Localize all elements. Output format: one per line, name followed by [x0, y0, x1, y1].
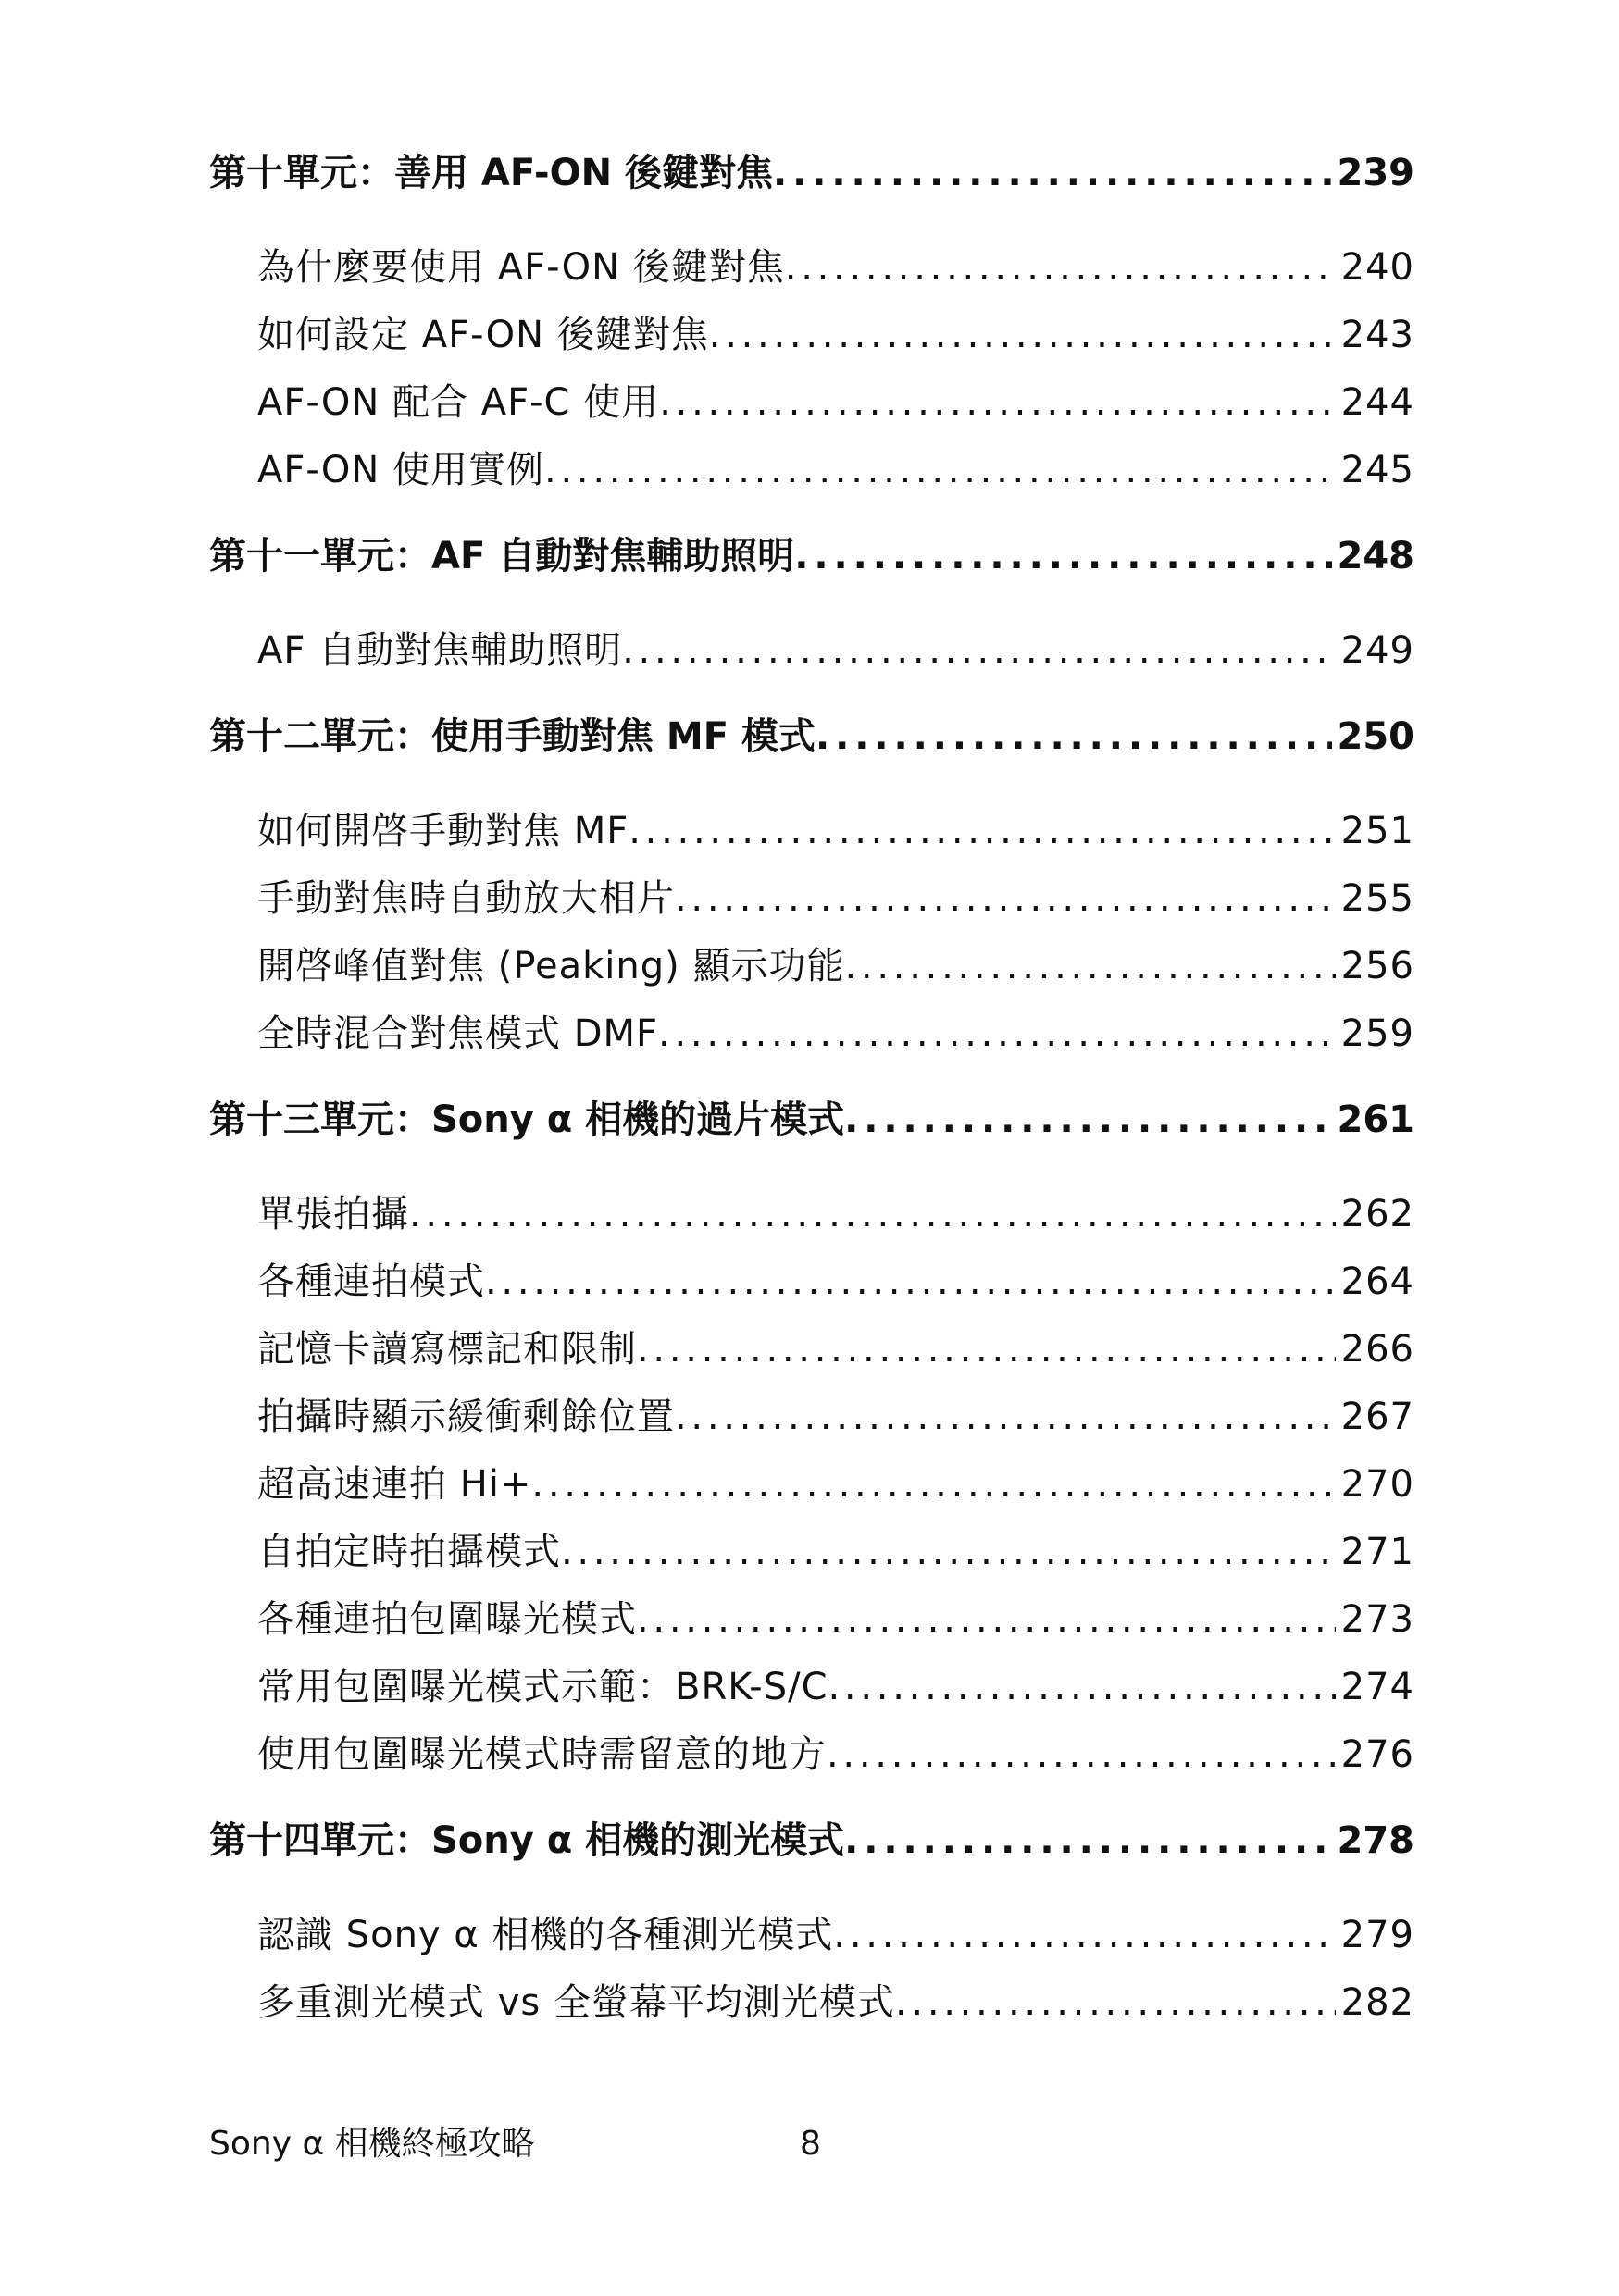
dot-leader	[659, 369, 1335, 437]
section-title: 如何設定 AF-ON 後鍵對焦	[257, 314, 709, 356]
section-title: 手動對焦時自動放大相片	[257, 877, 675, 920]
toc-section[interactable]	[209, 437, 1414, 504]
section-page-number: 271	[1340, 1531, 1414, 1573]
section-page-number: 270	[1340, 1463, 1414, 1506]
toc-section[interactable]	[209, 1654, 1414, 1721]
chapter-title: 第十三單元：Sony α 相機的過片模式	[209, 1098, 845, 1141]
section-page-number: 274	[1340, 1666, 1414, 1708]
toc-section[interactable]	[209, 1384, 1414, 1451]
toc-chapter[interactable]	[209, 707, 1414, 766]
section-title: AF 自動對焦輔助照明	[257, 629, 623, 672]
toc-section[interactable]	[209, 1902, 1414, 1969]
toc-chapter[interactable]	[209, 1090, 1414, 1149]
section-page-number: 244	[1340, 381, 1414, 424]
toc-section[interactable]	[209, 369, 1414, 437]
section-title: 如何開啓手動對焦 MF	[257, 810, 629, 852]
section-page-number: 249	[1340, 629, 1414, 672]
chapter-page-number: 250	[1337, 715, 1414, 758]
chapter-page-number: 278	[1337, 1819, 1414, 1862]
section-title: 開啓峰值對焦 (Peaking) 顯示功能	[257, 945, 845, 987]
dot-leader	[544, 437, 1336, 504]
section-page-number: 264	[1340, 1260, 1414, 1303]
dot-leader	[827, 1721, 1336, 1789]
section-page-number: 276	[1340, 1733, 1414, 1776]
section-title: 多重測光模式 vs 全螢幕平均測光模式	[257, 1981, 895, 2024]
section-title: 拍攝時顯示緩衝剩餘位置	[257, 1396, 675, 1438]
dot-leader	[828, 1654, 1336, 1721]
dot-leader	[675, 865, 1336, 933]
section-title: 自拍定時拍攝模式	[257, 1531, 561, 1573]
section-page-number: 259	[1340, 1012, 1414, 1055]
toc-section[interactable]	[209, 1316, 1414, 1384]
dot-leader	[637, 1586, 1336, 1654]
section-title: 常用包圍曝光模式示範：BRK-S/C	[257, 1666, 828, 1708]
toc-section[interactable]	[209, 1586, 1414, 1654]
section-title: 記憶卡讀寫標記和限制	[257, 1328, 637, 1371]
section-title: 全時混合對焦模式 DMF	[257, 1012, 659, 1055]
toc-chapter[interactable]	[209, 1811, 1414, 1870]
toc-section[interactable]	[209, 798, 1414, 865]
toc-section[interactable]	[209, 234, 1414, 302]
section-title: 超高速連拍 Hi+	[257, 1463, 532, 1506]
toc-section[interactable]	[209, 1000, 1414, 1068]
section-title: 認識 Sony α 相機的各種測光模式	[257, 1914, 834, 1956]
dot-leader	[844, 933, 1335, 1000]
section-page-number: 256	[1340, 945, 1414, 987]
section-page-number: 279	[1340, 1914, 1414, 1956]
toc-section[interactable]	[209, 1248, 1414, 1316]
toc-section[interactable]	[209, 933, 1414, 1000]
section-title: 單張拍攝	[257, 1193, 409, 1235]
chapter-title: 第十單元：善用 AF-ON 後鍵對焦	[209, 152, 773, 194]
chapter-title: 第十四單元：Sony α 相機的測光模式	[209, 1819, 845, 1862]
section-page-number: 267	[1340, 1396, 1414, 1438]
toc-section[interactable]	[209, 1721, 1414, 1789]
section-title: 各種連拍包圍曝光模式	[257, 1598, 637, 1641]
toc-section[interactable]	[209, 617, 1414, 685]
toc-chapter[interactable]	[209, 527, 1414, 586]
section-page-number: 243	[1340, 314, 1414, 356]
section-title: 使用包圍曝光模式時需留意的地方	[257, 1733, 827, 1776]
section-page-number: 240	[1340, 246, 1414, 289]
dot-leader	[561, 1519, 1336, 1586]
section-page-number: 282	[1340, 1981, 1414, 2024]
section-page-number: 255	[1340, 877, 1414, 920]
dot-leader	[658, 1000, 1336, 1068]
section-page-number: 266	[1340, 1328, 1414, 1371]
section-page-number: 251	[1340, 810, 1414, 852]
chapter-title: 第十二單元：使用手動對焦 MF 模式	[209, 715, 816, 758]
dot-leader	[622, 617, 1336, 685]
section-page-number: 262	[1340, 1193, 1414, 1235]
dot-leader	[629, 798, 1335, 865]
table-of-contents	[209, 143, 1414, 2037]
toc-section[interactable]	[209, 302, 1414, 369]
toc-section[interactable]	[209, 865, 1414, 933]
dot-leader	[794, 527, 1331, 586]
toc-section[interactable]	[209, 1451, 1414, 1519]
dot-leader	[637, 1316, 1336, 1384]
footer-book-title: Sony α 相機終極攻略	[209, 2125, 535, 2163]
chapter-page-number: 239	[1337, 152, 1414, 194]
chapter-title: 第十一單元：AF 自動對焦輔助照明	[209, 535, 795, 577]
dot-leader	[844, 1090, 1331, 1149]
section-title: AF-ON 使用實例	[257, 449, 545, 491]
dot-leader	[773, 143, 1332, 203]
section-page-number: 273	[1340, 1598, 1414, 1641]
dot-leader	[895, 1969, 1336, 2037]
toc-section[interactable]	[209, 1181, 1414, 1248]
section-page-number: 245	[1340, 449, 1414, 491]
footer-page-number: 8	[800, 2125, 821, 2163]
dot-leader	[531, 1451, 1335, 1519]
chapter-page-number: 261	[1337, 1098, 1414, 1141]
dot-leader	[844, 1811, 1331, 1870]
chapter-page-number: 248	[1337, 535, 1414, 577]
section-title: 為什麼要使用 AF-ON 後鍵對焦	[257, 246, 785, 289]
section-title: AF-ON 配合 AF-C 使用	[257, 381, 660, 424]
dot-leader	[709, 302, 1336, 369]
dot-leader	[833, 1902, 1335, 1969]
toc-section[interactable]	[209, 1519, 1414, 1586]
dot-leader	[675, 1384, 1336, 1451]
toc-chapter[interactable]	[209, 143, 1414, 203]
dot-leader	[785, 234, 1336, 302]
toc-section[interactable]	[209, 1969, 1414, 2037]
dot-leader	[816, 707, 1332, 766]
dot-leader	[409, 1181, 1336, 1248]
dot-leader	[485, 1248, 1336, 1316]
section-title: 各種連拍模式	[257, 1260, 485, 1303]
